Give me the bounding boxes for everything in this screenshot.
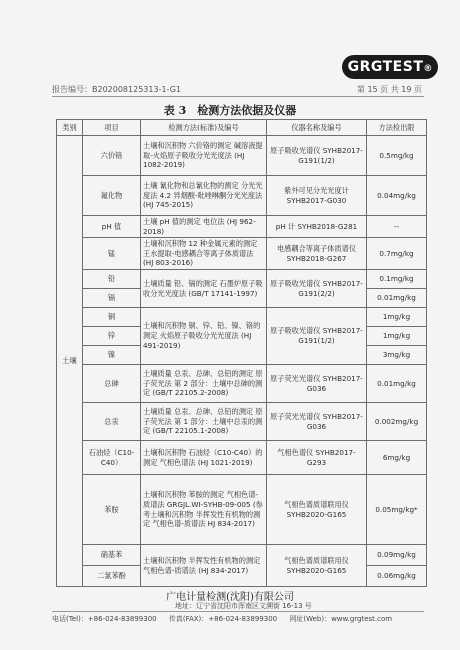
item-cell: 镉	[83, 289, 141, 308]
table-row	[57, 475, 427, 545]
instrument-cell: 原子荧光光谱仪 SYHB2017-G036	[267, 403, 367, 441]
header-limit: 方法检出限	[367, 120, 427, 136]
company-name: 广电计量检测(沈阳)有限公司	[166, 592, 294, 603]
category-cell: 土壤	[57, 136, 83, 587]
table-row	[57, 545, 427, 566]
table-header-row	[57, 120, 427, 136]
item-cell: 石油烃（C10-C40）	[83, 441, 141, 475]
methods-table	[56, 119, 427, 587]
report-number: 报告编号：B202008125313-1-G1	[52, 85, 182, 94]
instrument-cell: 气相色谱质谱联用仪 SYHB2020-G165	[267, 475, 367, 545]
item-cell: 锰	[83, 238, 141, 270]
item-cell: 总砷	[83, 365, 141, 403]
table-row	[57, 365, 427, 403]
method-cell: 土壤和沉积物 石油烃（C10-C40）的测定 气相色谱法 (HJ 1021-2019)	[141, 441, 267, 475]
item-cell: 铜	[83, 308, 141, 327]
table-row	[57, 136, 427, 176]
method-cell: 土壤 氰化物和总氰化物的测定 分光光度法 4.2 异烟酸-吡唑啉酮分光光度法 (HJ 745-2015)	[141, 176, 267, 216]
limit-cell: 0.01mg/kg	[367, 365, 427, 403]
method-cell: 土壤和沉积物 苯胺的测定 气相色谱-质谱法 GRGJL.WI-SYHB-09-005 (参考土壤和沉积物 半挥发性有机物的测定 气相色谱-质谱法 HJ 834-2017)	[141, 475, 267, 545]
method-cell: 土壤质量 铅、镉的测定 石墨炉原子吸收分光光度法 (GB/T 17141-1997)	[141, 270, 267, 308]
footer-fax: 传真(FAX)：+86-024-83899300	[168, 615, 278, 623]
page-number: 第 15 页 共 19 页	[356, 85, 422, 94]
limit-cell: 1mg/kg	[367, 308, 427, 327]
table-caption: 表 3 检测方法依据及仪器	[163, 104, 297, 117]
item-cell: 二氯苯酚	[83, 566, 141, 587]
limit-cell: 0.5mg/kg	[367, 136, 427, 176]
instrument-cell: 气相色谱质谱联用仪 SYHB2020-G165	[267, 545, 367, 587]
footer-contact	[52, 614, 424, 624]
logo-text: GRGTEST	[347, 59, 424, 75]
method-cell: 土壤 pH 值的测定 电位法 (HJ 962-2018)	[141, 216, 267, 238]
table-row	[57, 216, 427, 238]
table-row	[57, 403, 427, 441]
item-cell: 铅	[83, 270, 141, 289]
limit-cell: 0.09mg/kg	[367, 545, 427, 566]
footer-tel: 电话(Tel)：+86-024-83899300	[52, 615, 157, 623]
instrument-cell: 原子荧光光谱仪 SYHB2017-G036	[267, 365, 367, 403]
header-instrument: 仪器名称及编号	[267, 120, 367, 136]
table-row	[57, 441, 427, 475]
limit-cell: 0.002mg/kg	[367, 403, 427, 441]
header-item: 项目	[83, 120, 141, 136]
limit-cell: 0.05mg/kg*	[367, 475, 427, 545]
instrument-cell: 原子吸收光谱仪 SYHB2017-G191(2/2)	[267, 270, 367, 308]
item-cell: 苯胺	[83, 475, 141, 545]
item-cell: 镍	[83, 346, 141, 365]
company-address: 地址：辽宁省沈阳市浑南区文溯街 16-13 号	[175, 602, 312, 610]
table-row	[57, 238, 427, 270]
item-cell: 硝基苯	[83, 545, 141, 566]
item-cell: pH 值	[83, 216, 141, 238]
method-cell: 土壤质量 总汞、总砷、总铅的测定 原子荧光法 第 2 部分：土壤中总砷的测定 (GB/T 22105.2-2008)	[141, 365, 267, 403]
item-cell: 总汞	[83, 403, 141, 441]
limit-cell: 0.06mg/kg	[367, 566, 427, 587]
instrument-cell: 电感耦合等离子体质谱仪 SYHB2018-G267	[267, 238, 367, 270]
limit-cell: 0.7mg/kg	[367, 238, 427, 270]
header-divider	[52, 96, 424, 97]
instrument-cell: 紫外可见分光光度计 SYHB2017-G030	[267, 176, 367, 216]
footer-web: 网址(Web)：www.grgtest.com	[289, 615, 393, 623]
instrument-cell: 原子吸收光谱仪 SYHB2017-G191(1/2)	[267, 308, 367, 365]
item-cell: 锌	[83, 327, 141, 346]
table-row	[57, 308, 427, 327]
table-row	[57, 176, 427, 216]
limit-cell: 0.01mg/kg	[367, 289, 427, 308]
method-cell: 土壤和沉积物 铜、锌、铅、镍、铬的测定 火焰原子吸收分光光度法 (HJ 491-2019)	[141, 308, 267, 365]
instrument-cell: 原子吸收光谱仪 SYHB2017-G191(1/2)	[267, 136, 367, 176]
method-cell: 土壤质量 总汞、总砷、总铅的测定 原子荧光法 第 1 部分：土壤中总汞的测定 (GB/T 22105.1-2008)	[141, 403, 267, 441]
limit-cell: 6mg/kg	[367, 441, 427, 475]
method-cell: 土壤和沉积物 六价铬的测定 碱溶液提取-火焰原子吸收分光光度法 (HJ 1082-2019)	[141, 136, 267, 176]
method-cell: 土壤和沉积物 12 种金属元素的测定 王水提取-电感耦合等离子体质谱法 (HJ 803-2016)	[141, 238, 267, 270]
header-category: 类别	[57, 120, 83, 136]
limit-cell: 3mg/kg	[367, 346, 427, 365]
header-method: 检测方法(标准)及编号	[141, 120, 267, 136]
method-cell: 土壤和沉积物 半挥发性有机物的测定 气相色谱-质谱法 (HJ 834-2017)	[141, 545, 267, 587]
grgtest-logo	[342, 55, 438, 79]
footer-divider	[52, 611, 424, 612]
limit-cell: 0.04mg/kg	[367, 176, 427, 216]
limit-cell: 1mg/kg	[367, 327, 427, 346]
table-row	[57, 270, 427, 289]
item-cell: 氟化物	[83, 176, 141, 216]
limit-cell: --	[367, 216, 427, 238]
logo-registered-mark: ®	[423, 64, 433, 74]
limit-cell: 0.1mg/kg	[367, 270, 427, 289]
instrument-cell: pH 计 SYHB2018-G281	[267, 216, 367, 238]
instrument-cell: 气相色谱仪 SYHB2017-G293	[267, 441, 367, 475]
item-cell: 六价铬	[83, 136, 141, 176]
